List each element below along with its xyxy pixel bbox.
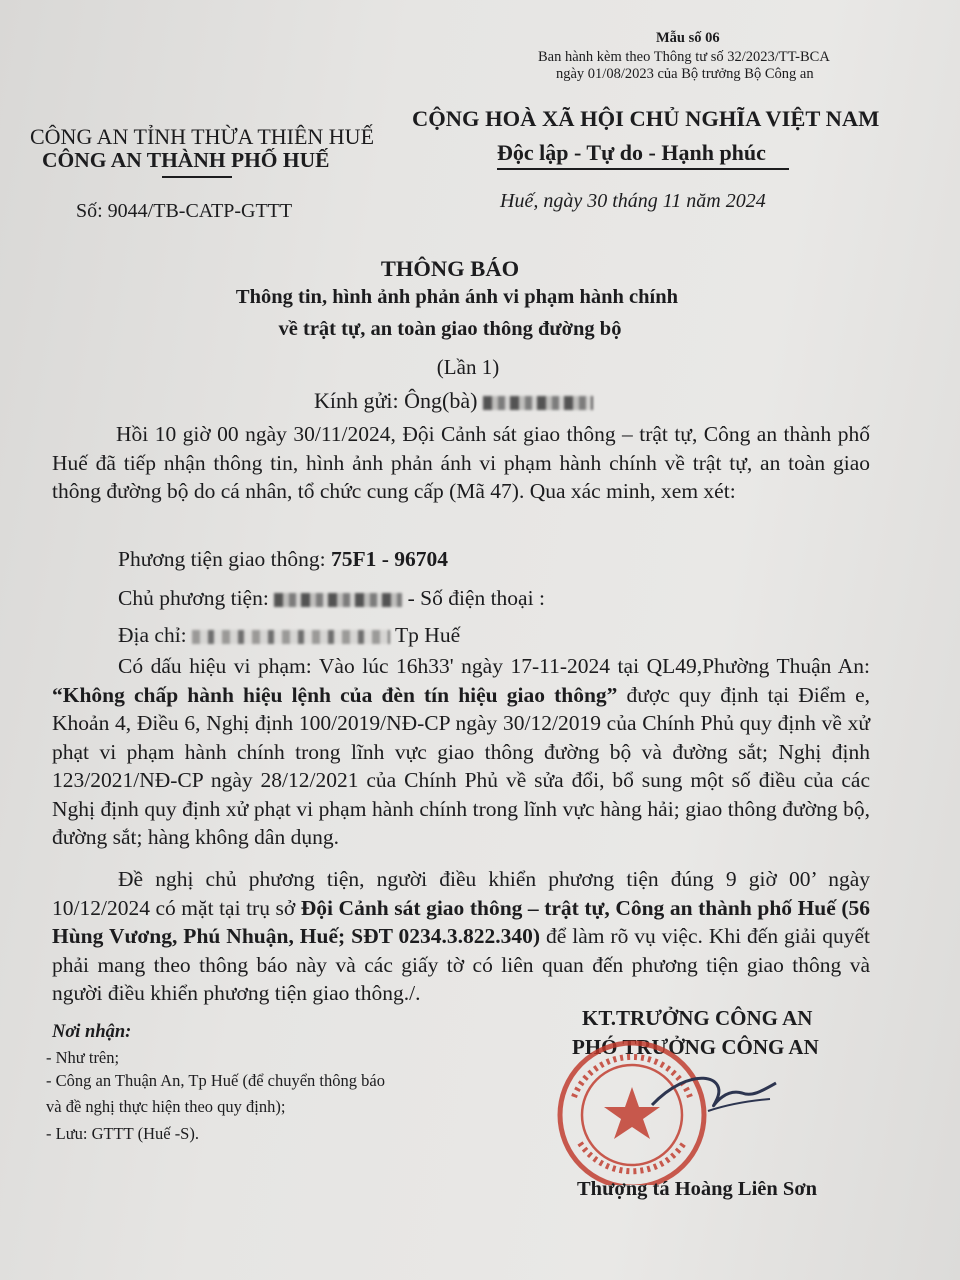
vehicle-plate: 75F1 - 96704 — [330, 547, 448, 571]
recipient-line-1: - Như trên; — [46, 1048, 120, 1067]
form-issued-date: ngày 01/08/2023 của Bộ trưởng Bộ Công an — [556, 66, 814, 82]
intro-paragraph: Hồi 10 giờ 00 ngày 30/11/2024, Đội Cảnh sát giao thông – trật tự, Công an thành phố Huế đã tiếp nhận thông tin, hình ảnh phản ánh vi phạm hành chính về trật tự, an toàn giao thông đường bộ do cá nhân, tổ chức cung cấp (Mã 47). Qua xác minh, xem xét: — [52, 422, 870, 503]
redacted-addressee — [483, 396, 593, 410]
recipient-line-3: và đề nghị thực hiện theo quy định); — [46, 1097, 286, 1116]
notice-subtitle-2: về trật tự, an toàn giao thông đường bộ — [278, 318, 622, 340]
violation-paragraph — [52, 652, 870, 852]
violation-name: “Không chấp hành hiệu lệnh của đèn tín hiệu giao thông” — [52, 682, 618, 707]
recipient-line-2: - Công an Thuận An, Tp Huế (để chuyển thông báo — [46, 1071, 385, 1090]
request-paragraph — [52, 865, 870, 1008]
request-instructions: để làm rõ vụ việc. Khi đến giải quyết phải mang theo thông báo này và các giấy tờ có liên quan đến phương tiện giao thông và người điều khiển phương tiện giao thông./. — [52, 924, 870, 1005]
official-seal — [540, 1035, 780, 1185]
nation-motto: Độc lập - Tự do - Hạnh phúc — [497, 140, 766, 165]
redacted-owner — [274, 593, 402, 607]
redacted-address — [192, 630, 390, 644]
recipient-line-4: - Lưu: GTTT (Huế -S). — [46, 1124, 199, 1143]
violation-legal-basis: được quy định tại Điểm e, Khoản 4, Điều 6, Nghị định 100/2019/NĐ-CP ngày 30/12/2019 của Chính Phủ quy định về xử phạt vi phạm hành chính trong lĩnh vực giao thông đường bộ và đường sắt; Nghị định 123/2021/NĐ-CP ngày 28/12/2021 của Chính Phủ về sửa đổi, bổ sung một số điều của các Nghị định quy định xử phạt vi phạm hành chính trong lĩnh vực hàng hải; giao thông đường bộ, đường sắt; hàng không dân dụng. — [52, 682, 870, 849]
notice-title: THÔNG BÁO — [380, 256, 520, 281]
signer-name: Thượng tá Hoàng Liên Sơn — [577, 1178, 818, 1200]
request-intro: Đề nghị chủ phương tiện, người điều khiển phương tiện đúng 9 giờ 00’ ngày 10/12/2024 có mặt tại trụ sở — [52, 867, 870, 920]
phone-label: - Số điện thoại : — [402, 586, 545, 610]
signer-role-2: PHÓ TRƯỞNG CÔNG AN — [572, 1035, 819, 1059]
agency-underline — [162, 176, 232, 178]
address-label: Địa chỉ: — [118, 623, 193, 647]
form-issued-with: Ban hành kèm theo Thông tư số 32/2023/TT-BCA — [538, 49, 830, 65]
document-number: Số: 9044/TB-CATP-GTTT — [76, 200, 293, 222]
agency-parent: CÔNG AN TỈNH THỪA THIÊN HUẾ — [30, 124, 375, 149]
notice-subtitle-1: Thông tin, hình ảnh phản ánh vi phạm hành chính — [235, 286, 679, 308]
place-date: Huế, ngày 30 tháng 11 năm 2024 — [500, 190, 766, 212]
addressee — [314, 388, 593, 414]
request-place: Đội Cảnh sát giao thông – trật tự, Công an thành phố Huế (56 Hùng Vương, Phú Nhuận, Huế; SĐT 0234.3.822.340) — [52, 895, 870, 948]
agency-name-text: CÔNG AN THÀNH PHỐ HUẾ — [42, 148, 330, 172]
seal-stamp — [560, 1043, 704, 1185]
violation-intro: Có dấu hiệu vi phạm: Vào lúc 16h33' ngày 17-11-2024 tại QL49,Phường Thuận An: — [118, 654, 870, 678]
address-line — [118, 623, 460, 648]
vehicle-line — [118, 547, 448, 572]
recipients-heading: Nơi nhận: — [52, 1022, 132, 1042]
motto-underline — [497, 168, 789, 170]
vehicle-label: Phương tiện giao thông: — [118, 547, 331, 571]
agency-name — [42, 148, 330, 173]
address-city: Tp Huế — [390, 623, 461, 647]
nation-title: CỘNG HOÀ XÃ HỘI CHỦ NGHĨA VIỆT NAM — [412, 106, 880, 131]
addressee-label: Kính gửi: Ông(bà) — [314, 388, 478, 413]
signer-role-1: KT.TRƯỞNG CÔNG AN — [582, 1006, 813, 1030]
notice-attempt: (Lần 1) — [436, 355, 500, 379]
owner-line — [118, 586, 545, 611]
form-number: Mẫu số 06 — [656, 30, 720, 46]
owner-label: Chủ phương tiện: — [118, 586, 275, 610]
